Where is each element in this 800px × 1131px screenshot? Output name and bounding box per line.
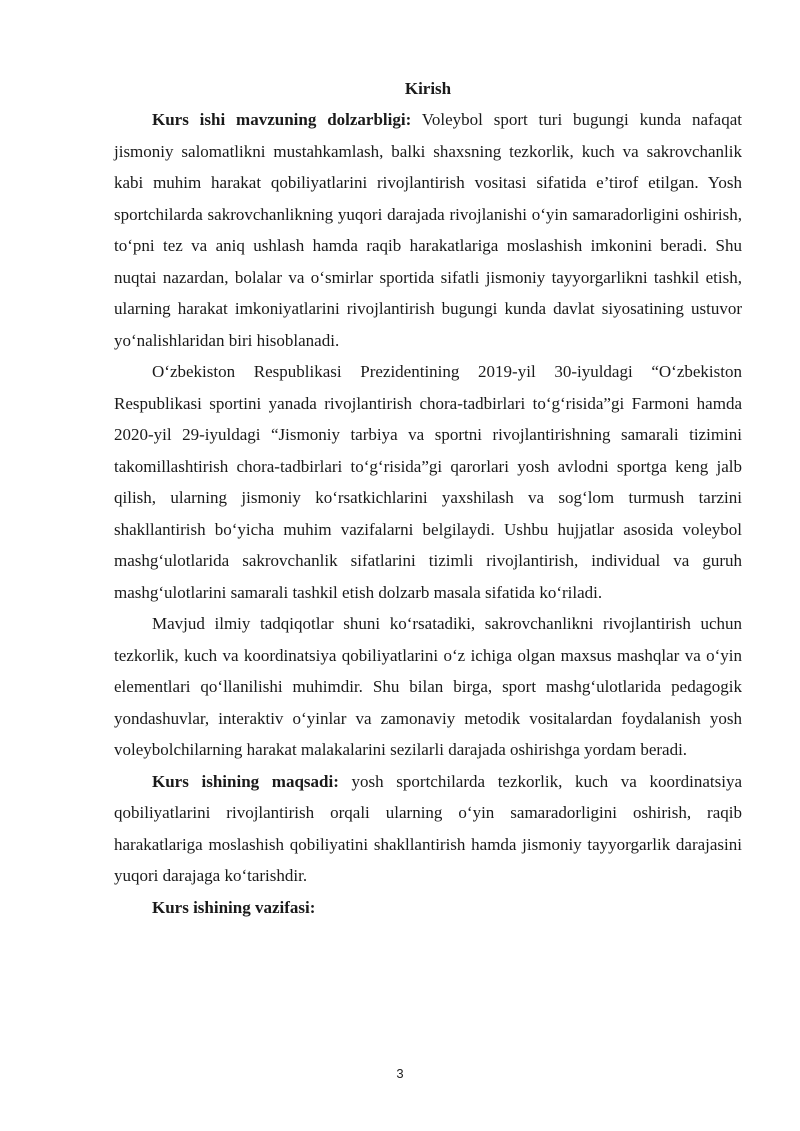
paragraph-lead: Kurs ishining vazifasi: <box>152 897 316 917</box>
section-heading: Kirish <box>404 79 452 98</box>
document-page <box>114 74 742 923</box>
paragraph-relevance <box>114 104 742 356</box>
paragraph-text: O‘zbekiston Respublikasi Prezidentining 2019-yil 30-iyuldagi “O‘zbekiston Respublikasi sportini yanada rivojlantirish chora-tadbirlari to‘g‘risida”gi Farmoni hamda 2020-yil 29-iyuldagi “Jismoniy tarbiya va sportni rivojlantirishning samarali tizimini takomillashtirish chora-tadbirlari to‘g‘risida”gi qarorlari yosh avlodni sportga keng jalb qilish, ularning jismoniy ko‘rsatkichlarini yaxshilash va sog‘lom turmush tarzini shakllantirish bo‘yicha muhim vazifalarni belgilaydi. Ushbu hujjatlar asosida voleybol mashg‘ulotlarida sakrovchanlik sifatlarini tizimli rivojlantirish, individual va guruh mashg‘ulotlarini samarali tashkil etish dolzarb masala sifatida ko‘riladi. <box>114 362 742 602</box>
paragraph-tasks <box>114 892 742 924</box>
paragraph-text: yosh sportchilarda tezkorlik, kuch va koordinatsiya qobiliyatlarini rivojlantirish orqali ularning o‘yin samaradorligini oshirish, raqib harakatlariga moslashish qobiliyatini shakllantirish hamda jismoniy tayyorgarlik darajasini yuqori darajaga ko‘tarishdir. <box>114 771 742 885</box>
paragraph-lead: Kurs ishi mavzuning dolzarbligi: <box>152 110 412 129</box>
paragraph-research <box>114 608 742 766</box>
paragraph-legislation <box>114 356 742 608</box>
paragraph-lead: Kurs ishining maqsadi: <box>152 771 339 791</box>
paragraph-text: Mavjud ilmiy tadqiqotlar shuni ko‘rsatadiki, sakrovchanlikni rivojlantirish uchun tezkorlik, kuch va koordinatsiya qobiliyatlarini o‘z ichiga olgan maxsus mashqlar va o‘yin elementlari qo‘llanilishi muhimdir. Shu bilan birga, sport mashg‘ulotlarida pedagogik yondashuvlar, interaktiv o‘yinlar va zamonaviy metodik vositalardan foydalanish yosh voleybolchilarning harakat malakalarini sezilarli darajada oshirishga yordam beradi. <box>114 614 742 759</box>
paragraph-goal <box>114 766 742 892</box>
page-number: 3 <box>396 1066 404 1081</box>
paragraph-text: Voleybol sport turi bugungi kunda nafaqat jismoniy salomatlikni mustahkamlash, balki shaxsning tezkorlik, kuch va sakrovchanlik kabi muhim harakat qobiliyatlarini rivojlantirish vositasi sifatida e’tirof etilgan. Yosh sportchilarda sakrovchanlikning yuqori darajada rivojlanishi o‘yin samaradorligini oshirish, to‘pni tez va aniq ushlash hamda raqib harakatlariga moslashish imkonini beradi. Shu nuqtai nazardan, bolalar va o‘smirlar sportida sifatli jismoniy tayyorgarlikni tashkil etish, ularning harakat imkoniyatlarini rivojlantirish bugungi kunda davlat siyosatining ustuvor yo‘nalishlaridan biri hisoblanadi. <box>114 110 742 350</box>
